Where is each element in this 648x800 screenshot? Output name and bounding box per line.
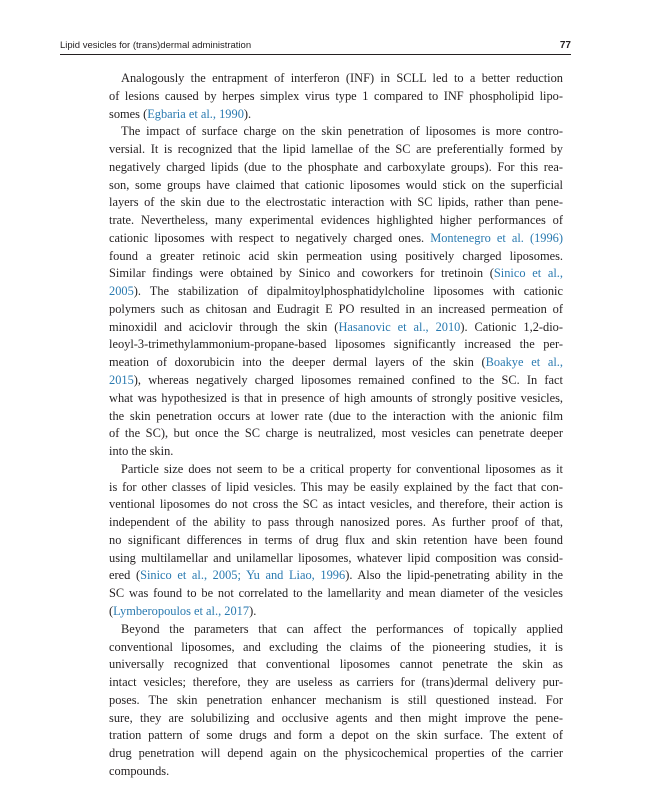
text-segment: trate. Nevertheless, many experimental evidences highlighted higher performances of [109, 213, 563, 228]
text-segment: is for other classes of lipid vesicles. This may be easily explained by the fact that con- [109, 479, 563, 494]
text-segment: polymers such as chitosan and Eudragit E PO resulted in an increased permeation of [109, 301, 563, 316]
text-segment: conventional liposomes, and excluding the claims of the pioneering studies, it is [109, 639, 563, 654]
text-line [109, 354, 563, 372]
text-line [109, 212, 563, 230]
text-line [109, 425, 563, 443]
running-header [60, 40, 571, 51]
text-segment: SC was found to be not correlated to the lamellarity and mean diameter of the vesicles [109, 586, 563, 601]
page-number: 77 [559, 40, 571, 51]
text-line [109, 532, 563, 550]
text-line [109, 479, 563, 497]
text-line [109, 727, 563, 745]
text-segment: Particle size does not seem to be a critical property for conventional liposomes as it [121, 461, 563, 476]
text-line [109, 319, 563, 337]
body-text [109, 70, 563, 781]
text-line [109, 106, 563, 124]
citation-link[interactable]: 2005 [109, 284, 134, 299]
text-segment: leoyl-3-trimethylammonium-propane-based liposomes significantly increased the per- [109, 337, 563, 352]
text-line [109, 194, 563, 212]
text-line [109, 336, 563, 354]
text-line [109, 248, 563, 266]
text-segment: ventional liposomes do not cross the SC as intact vesicles, and therefore, their action is [109, 497, 563, 512]
text-segment: Analogously the entrapment of interferon (INF) in SCLL led to a better reduction [121, 71, 563, 85]
text-segment: intact vesicles; therefore, they are useless as carriers for (trans)dermal delivery pur- [109, 675, 563, 690]
text-line [109, 639, 563, 657]
text-line [109, 265, 563, 283]
text-segment: independent of the ability to pass through nanosized pores. As further proof of that, [109, 515, 563, 530]
citation-link[interactable]: Montenegro et al. (1996) [430, 230, 563, 245]
text-line [109, 177, 563, 195]
text-line [109, 70, 563, 88]
text-segment: somes ( [109, 106, 148, 121]
text-line [109, 496, 563, 514]
text-segment: no significant differences in terms of drug flux and skin retention have been found [109, 532, 563, 547]
text-line [109, 514, 563, 532]
citation-link[interactable]: Hasanovic et al., 2010 [338, 319, 461, 334]
text-line [109, 443, 563, 461]
text-line [109, 550, 563, 568]
text-segment: meation of doxorubicin into the deeper dermal layers of the skin ( [109, 355, 486, 370]
text-line [109, 230, 563, 248]
citation-link[interactable]: Egbaria et al., 1990 [147, 106, 244, 121]
text-line [109, 692, 563, 710]
text-line [109, 621, 563, 639]
text-line [109, 283, 563, 301]
text-segment: what was hypothesized is that in presence of high amounts of strongly positive vesicles, [109, 390, 563, 405]
text-segment: using multilamellar and unilamellar liposomes, whatever lipid composition was consid- [109, 550, 563, 565]
text-segment: son, some groups have claimed that cationic liposomes would stick on the superficial [109, 177, 563, 192]
text-segment: ), whereas negatively charged liposomes remained confined to the SC. In fact [133, 373, 563, 388]
text-line [109, 159, 563, 177]
text-segment: ). Also the lipid-penetrating ability in the [345, 568, 564, 583]
citation-link[interactable]: Sinico et al., 2005; Yu and Liao, 1996 [140, 568, 346, 583]
text-line [109, 88, 563, 106]
text-segment: minoxidil and aciclovir through the skin ( [109, 319, 339, 334]
text-segment: cationic liposomes with respect to negatively charged ones. [109, 230, 431, 245]
text-segment: ered ( [109, 568, 141, 583]
text-segment: ). Cationic 1,2-dio- [460, 319, 564, 334]
citation-link[interactable]: Sinico et al., [493, 266, 563, 281]
text-segment: The impact of surface charge on the skin penetration of liposomes is more contro- [121, 124, 563, 139]
text-segment: layers of the skin due to the electrostatic interaction with SC lipids, rather than pene- [109, 195, 563, 210]
text-segment: negatively charged lipids (due to the phosphate and carboxylate groups). For this rea- [109, 159, 563, 174]
text-segment: tration pattern of some drugs and form a depot on the skin surface. The extent of [109, 728, 563, 743]
text-line [109, 408, 563, 426]
text-segment: sure, they are solubilizing and occlusive agents and then might improve the pene- [109, 710, 563, 725]
text-segment: ( [109, 603, 114, 618]
text-line [109, 674, 563, 692]
text-line [109, 390, 563, 408]
text-segment: ). [243, 106, 252, 121]
text-segment: into the skin. [109, 444, 174, 459]
text-segment: the skin penetration occurs at lower rate (due to the interaction with the anionic film [109, 408, 563, 423]
running-title: Lipid vesicles for (trans)dermal administration [60, 40, 252, 51]
header-rule [60, 54, 571, 55]
text-line [109, 123, 563, 141]
text-segment: versial. It is recognized that the lipid lamellae of the SC are preferentially formed by [109, 142, 563, 157]
text-line [109, 656, 563, 674]
text-line [109, 763, 563, 781]
text-segment: Beyond the parameters that can affect the performances of topically applied [121, 621, 563, 636]
citation-link[interactable]: Boakye et al., [485, 355, 564, 370]
text-line [109, 301, 563, 319]
text-segment: Similar findings were obtained by Sinico and coworkers for tretinoin ( [109, 266, 494, 281]
text-line [109, 745, 563, 763]
text-line [109, 585, 563, 603]
text-segment: universally recognized that conventional liposomes cannot penetrate the skin as [109, 657, 563, 672]
text-segment: ). The stabilization of dipalmitoylphosphatidylcholine liposomes with cationic [133, 284, 563, 299]
text-line [109, 141, 563, 159]
text-segment: compounds. [109, 763, 170, 778]
citation-link[interactable]: 2015 [109, 373, 134, 388]
text-line [109, 567, 563, 585]
text-line [109, 603, 563, 621]
text-segment: of lesions caused by herpes simplex virus type 1 compared to INF phospholipid lipo- [109, 88, 563, 103]
text-line [109, 710, 563, 728]
text-line [109, 372, 563, 390]
text-line [109, 461, 563, 479]
text-segment: of the SC), but once the SC charge is neutralized, most vesicles can penetrate deeper [109, 426, 563, 441]
citation-link[interactable]: Lymberopoulos et al., 2017 [113, 603, 250, 618]
text-segment: ). [249, 603, 257, 618]
text-segment: drug penetration will depend again on the physicochemical properties of the carrier [109, 746, 563, 761]
text-segment: found a greater retinoic acid skin permeation using positively charged liposomes. [109, 248, 563, 263]
text-segment: poses. The skin penetration enhancer mechanism is still questioned instead. For [109, 692, 563, 707]
